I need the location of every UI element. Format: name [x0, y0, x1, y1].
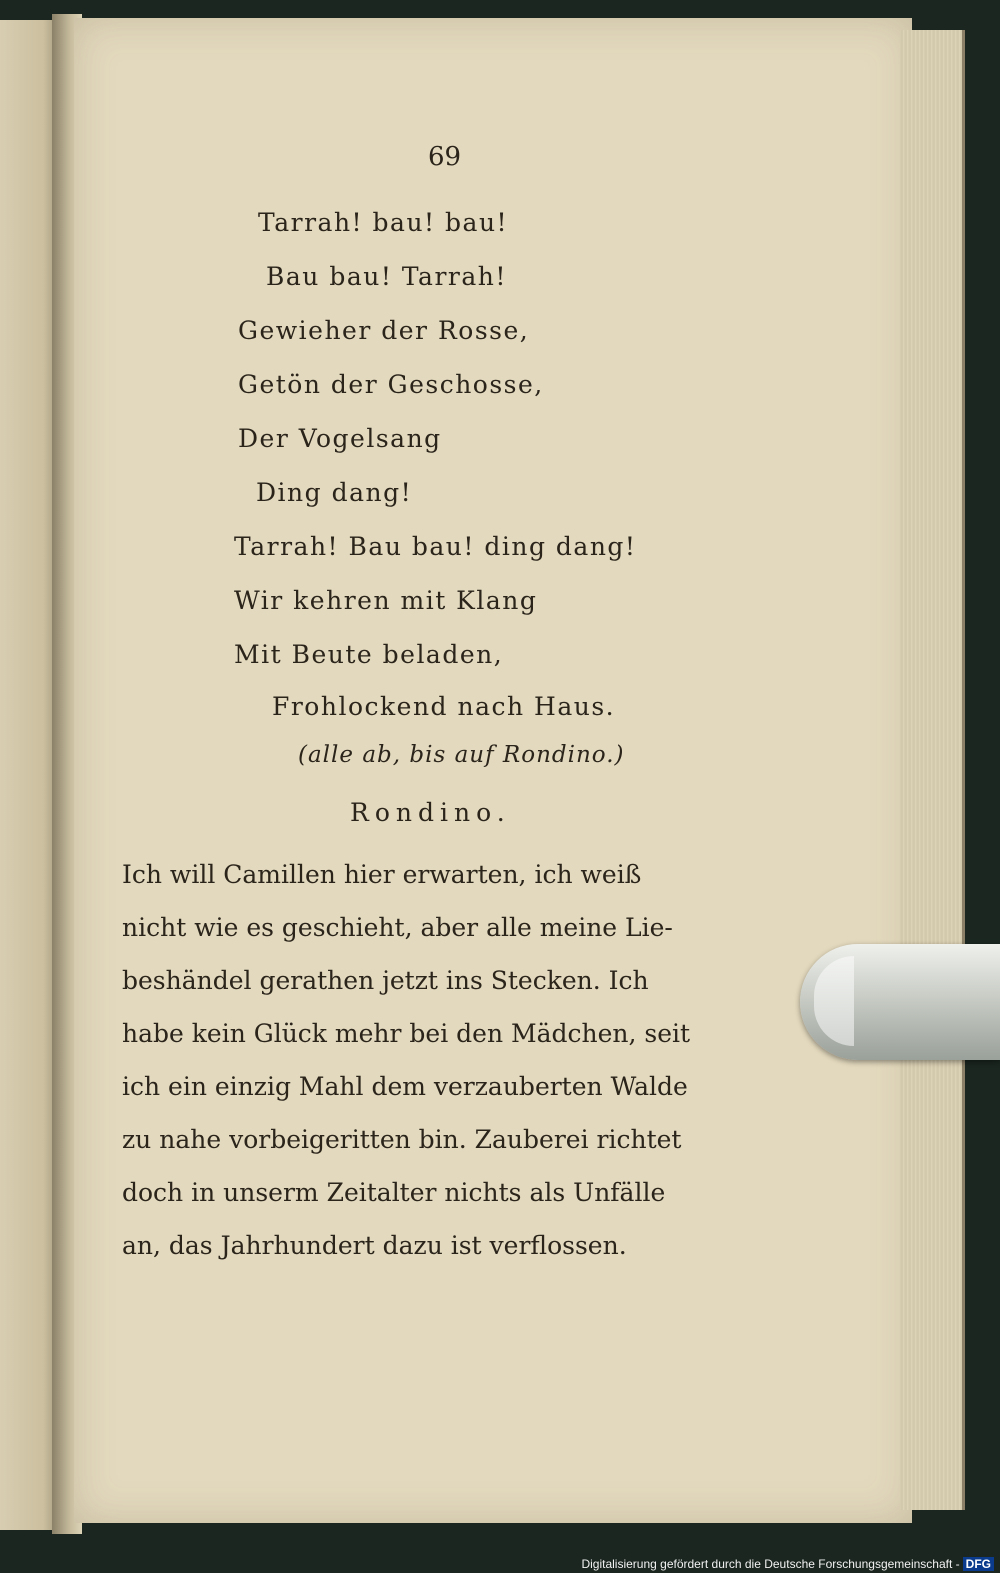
verse-line: Tarrah! bau! bau! — [258, 208, 509, 237]
book-page — [74, 18, 912, 1523]
prose-line: zu nahe vorbeigeritten bin. Zauberei richtet — [122, 1125, 682, 1154]
prose-block — [122, 848, 726, 1272]
prose-line: habe kein Glück mehr bei den Mädchen, seit — [122, 1019, 691, 1048]
stage-direction: (alle ab, bis auf Rondino.) — [298, 742, 625, 768]
prose-line: nicht wie es geschieht, aber alle meine Lie- — [122, 913, 673, 942]
verse-line: Getön der Geschosse, — [238, 370, 544, 399]
prose-line: Ich will Camillen hier erwarten, ich weiß — [122, 860, 642, 889]
page-clamp — [800, 944, 1000, 1060]
prose-line: an, das Jahrhundert dazu ist verflossen. — [122, 1231, 627, 1260]
verse-line: Bau bau! Tarrah! — [266, 262, 507, 291]
verse-line: Mit Beute beladen, — [234, 640, 504, 669]
digitization-credit — [581, 1557, 994, 1571]
verse-line: Der Vogelsang — [238, 424, 442, 453]
prose-line: ich ein einzig Mahl dem verzauberten Walde — [122, 1072, 688, 1101]
page-number: 69 — [428, 142, 462, 172]
page-stack-edge — [900, 30, 965, 1510]
verse-line: Gewieher der Rosse, — [238, 316, 530, 345]
dfg-logo: DFG — [963, 1557, 994, 1571]
prose-line: doch in unserm Zeitalter nichts als Unfälle — [122, 1178, 666, 1207]
prose-line: beshändel gerathen jetzt ins Stecken. Ich — [122, 966, 649, 995]
verse-line: Wir kehren mit Klang — [234, 586, 538, 615]
verse-line: Ding dang! — [256, 478, 413, 507]
credit-text: Digitalisierung gefördert durch die Deutsche Forschungsgemeinschaft - — [581, 1557, 960, 1571]
speaker-name: Rondino. — [350, 798, 511, 827]
verse-line: Frohlockend nach Haus. — [272, 692, 616, 721]
verse-line: Tarrah! Bau bau! ding dang! — [234, 532, 637, 561]
